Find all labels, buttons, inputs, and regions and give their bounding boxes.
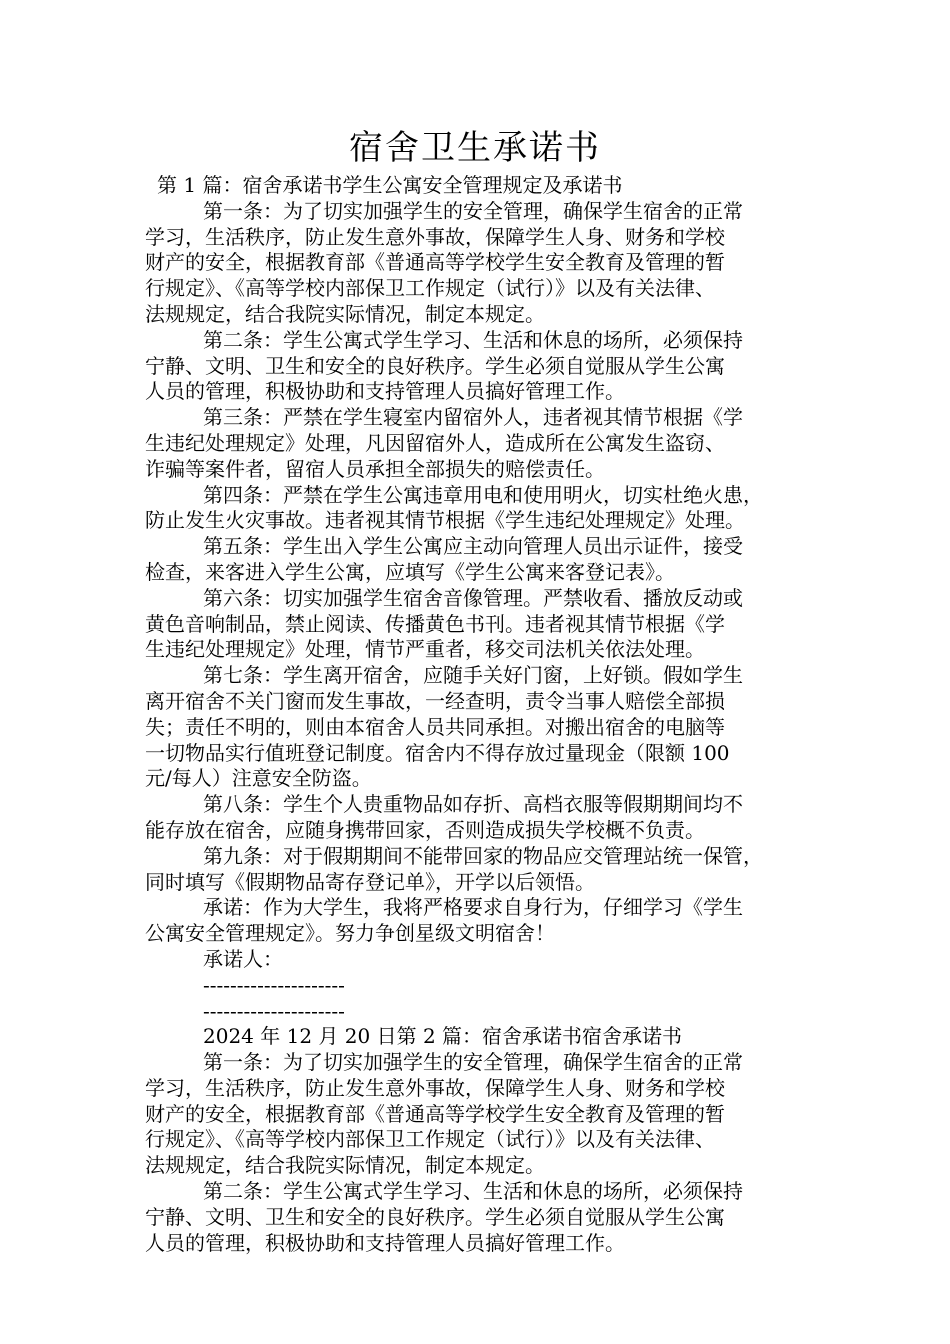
text-line: 行规定》、《高等学校内部保卫工作规定（试行）》以及有关法律、 [145,276,715,301]
text-line: 离开宿舍不关门窗而发生事故，一经查明，责令当事人赔偿全部损 [145,688,725,713]
text-line: 诈骗等案件者，留宿人员承担全部损失的赔偿责任。 [145,456,605,481]
clause-4 [145,483,835,535]
text-line: 一切物品实行值班登记制度。宿舍内不得存放过量现金（限额 100 [145,740,730,765]
clause-7 [145,663,835,792]
clause-2 [145,328,835,405]
date-and-article-heading-2: 2024 年 12 月 20 日第 2 篇：宿舍承诺书宿舍承诺书 [203,1024,683,1049]
text-line: 失；责任不明的，则由本宿舍人员共同承担。对搬出宿舍的电脑等 [145,714,725,739]
text-line: 防止发生火灾事故。违者视其情节根据《学生违纪处理规定》处理。 [145,508,745,533]
text-line: 人员的管理，积极协助和支持管理人员搞好管理工作。 [145,1230,625,1255]
signature-block [145,947,835,1024]
clause-5 [145,534,835,586]
text-line: 第七条：学生离开宿舍，应随手关好门窗，上好锁。假如学生 [203,663,743,688]
text-line: 第九条：对于假期期间不能带回家的物品应交管理站统一保管， [203,843,763,868]
text-line: 学习，生活秩序，防止发生意外事故，保障学生人身、财务和学校 [145,1075,725,1100]
text-line: 生违纪处理规定》处理，凡因留宿外人，造成所在公寓发生盗窃、 [145,430,725,455]
clause-8 [145,792,835,844]
text-line: 行规定》、《高等学校内部保卫工作规定（试行）》以及有关法律、 [145,1127,715,1152]
clause-3 [145,405,835,482]
text-line: 第八条：学生个人贵重物品如存折、高档衣服等假期期间均不 [203,792,743,817]
text-line: 公寓安全管理规定》。努力争创星级文明宿舍！ [145,921,555,946]
text-line: 生违纪处理规定》处理，情节严重者，移交司法机关依法处理。 [145,637,705,662]
clause-1-second [145,1050,835,1179]
clause-1 [145,199,835,328]
signature-dash-line: --------------------- [203,998,345,1023]
text-line: 第五条：学生出入学生公寓应主动向管理人员出示证件，接受 [203,534,743,559]
text-line: 宁静、文明、卫生和安全的良好秩序。学生必须自觉服从学生公寓 [145,353,725,378]
document-body [145,173,835,1256]
clause-2-second [145,1179,835,1256]
text-line: 法规规定，结合我院实际情况，制定本规定。 [145,1153,545,1178]
text-line: 财产的安全，根据教育部《普通高等学校学生安全教育及管理的暂 [145,1101,725,1126]
text-line: 财产的安全，根据教育部《普通高等学校学生安全教育及管理的暂 [145,250,725,275]
text-line: 能存放在宿舍，应随身携带回家，否则造成损失学校概不负责。 [145,817,705,842]
text-line: 第三条：严禁在学生寝室内留宿外人，违者视其情节根据《学 [203,405,743,430]
text-line: 第四条：严禁在学生公寓违章用电和使用明火，切实杜绝火患， [203,482,763,507]
text-line: 人员的管理，积极协助和支持管理人员搞好管理工作。 [145,379,625,404]
clause-9 [145,844,835,896]
promise-paragraph [145,895,835,947]
signature-dash-line: --------------------- [203,972,345,997]
text-line: 第一条：为了切实加强学生的安全管理，确保学生宿舍的正常 [203,1050,743,1075]
text-line: 第二条：学生公寓式学生学习、生活和休息的场所，必须保持 [203,1179,743,1204]
text-line: 法规规定，结合我院实际情况，制定本规定。 [145,301,545,326]
text-line: 元/每人）注意安全防盗。 [145,766,372,791]
article-heading-1: 第 1 篇：宿舍承诺书学生公寓安全管理规定及承诺书 [157,173,623,197]
text-line: 第二条：学生公寓式学生学习、生活和休息的场所，必须保持 [203,327,743,352]
text-line: 第六条：切实加强学生宿舍音像管理。严禁收看、播放反动或 [203,585,743,610]
text-line: 同时填写《假期物品寄存登记单》，开学以后领悟。 [145,869,595,894]
text-line: 学习，生活秩序，防止发生意外事故，保障学生人身、财务和学校 [145,224,725,249]
signer-label: 承诺人： [203,946,283,971]
text-line: 宁静、文明、卫生和安全的良好秩序。学生必须自觉服从学生公寓 [145,1204,725,1229]
clause-6 [145,586,835,663]
text-line: 黄色音响制品，禁止阅读、传播黄色书刊。违者视其情节根据《学 [145,611,725,636]
text-line: 第一条：为了切实加强学生的安全管理，确保学生宿舍的正常 [203,198,743,223]
text-line: 承诺：作为大学生，我将严格要求自身行为，仔细学习《学生 [203,895,743,920]
document-title: 宿舍卫生承诺书 [349,128,601,168]
text-line: 检查，来客进入学生公寓，应填写《学生公寓来客登记表》。 [145,559,675,584]
